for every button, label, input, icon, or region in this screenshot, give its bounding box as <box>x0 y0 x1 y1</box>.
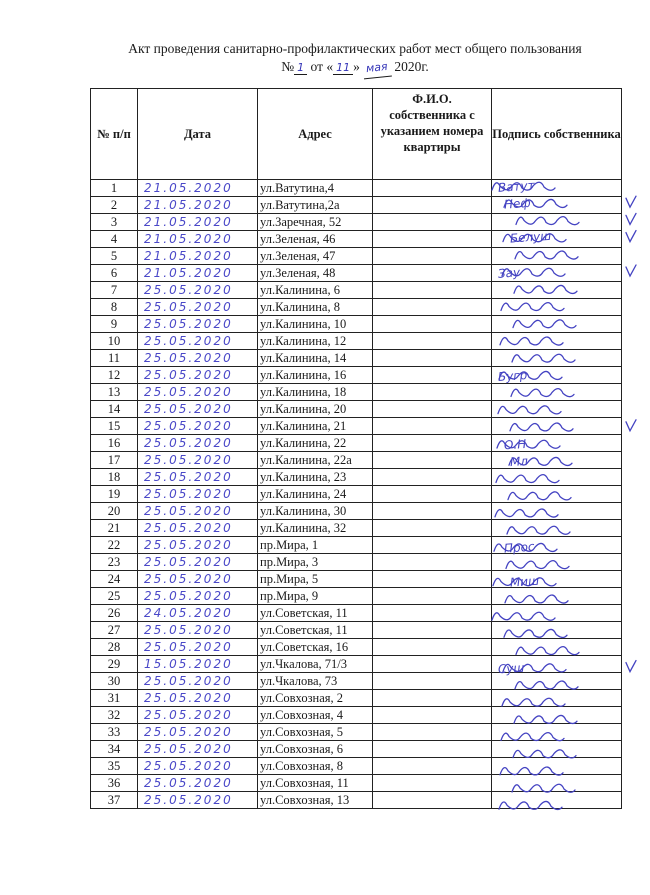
row-number: 29 <box>91 656 138 673</box>
row-signature <box>492 639 622 656</box>
table-row <box>91 639 622 656</box>
row-signature <box>492 554 622 571</box>
row-number: 20 <box>91 503 138 520</box>
row-number: 30 <box>91 673 138 690</box>
check-mark-icon <box>626 420 636 431</box>
row-fio <box>373 452 492 469</box>
row-address: ул.Калинина, 21 <box>258 418 373 435</box>
row-date: 15.05.2020 <box>138 656 258 673</box>
handwritten-fio: Суш <box>497 660 525 677</box>
row-number: 16 <box>91 435 138 452</box>
row-signature <box>492 503 622 520</box>
row-address: пр.Мира, 5 <box>258 571 373 588</box>
row-number: 31 <box>91 690 138 707</box>
row-signature <box>492 690 622 707</box>
row-signature <box>492 316 622 333</box>
row-date: 25.05.2020 <box>138 571 258 588</box>
row-fio <box>373 333 492 350</box>
table-row <box>91 418 622 435</box>
row-signature <box>492 792 622 809</box>
row-number: 14 <box>91 401 138 418</box>
table-row <box>91 231 622 248</box>
row-number: 11 <box>91 350 138 367</box>
row-signature <box>492 724 622 741</box>
row-number: 1 <box>91 180 138 197</box>
row-signature <box>492 486 622 503</box>
row-number: 34 <box>91 741 138 758</box>
handwritten-fio: Зау <box>497 265 521 281</box>
row-fio <box>373 758 492 775</box>
handwritten-fio: Миш <box>509 573 540 590</box>
row-fio <box>373 265 492 282</box>
table-row <box>91 503 622 520</box>
title-line-1: Акт проведения санитарно-профилактических работ мест общего пользования <box>128 41 582 56</box>
table-row <box>91 758 622 775</box>
row-date: 21.05.2020 <box>138 197 258 214</box>
row-number: 5 <box>91 248 138 265</box>
row-signature <box>492 299 622 316</box>
header-signature: Подпись собственника <box>492 89 622 180</box>
row-signature <box>492 537 622 554</box>
row-number: 6 <box>91 265 138 282</box>
check-marks <box>626 196 636 671</box>
header-date: Дата <box>138 89 258 180</box>
table-row <box>91 741 622 758</box>
row-signature <box>492 673 622 690</box>
row-fio <box>373 571 492 588</box>
row-fio <box>373 401 492 418</box>
row-fio <box>373 724 492 741</box>
table-row <box>91 707 622 724</box>
row-date: 25.05.2020 <box>138 537 258 554</box>
check-mark-icon <box>626 213 636 224</box>
row-date: 25.05.2020 <box>138 758 258 775</box>
row-date: 21.05.2020 <box>138 214 258 231</box>
table-row <box>91 554 622 571</box>
row-date: 25.05.2020 <box>138 741 258 758</box>
row-signature <box>492 401 622 418</box>
row-date: 21.05.2020 <box>138 231 258 248</box>
table-row <box>91 214 622 231</box>
table-row <box>91 367 622 384</box>
table-row <box>91 299 622 316</box>
row-signature <box>492 741 622 758</box>
check-mark-icon <box>626 265 636 276</box>
row-fio <box>373 775 492 792</box>
row-fio <box>373 554 492 571</box>
row-number: 25 <box>91 588 138 605</box>
row-address: ул.Совхозная, 6 <box>258 741 373 758</box>
row-number: 32 <box>91 707 138 724</box>
table-row <box>91 571 622 588</box>
row-number: 18 <box>91 469 138 486</box>
row-fio <box>373 673 492 690</box>
row-signature <box>492 656 622 673</box>
row-fio <box>373 350 492 367</box>
table-row <box>91 265 622 282</box>
row-fio <box>373 231 492 248</box>
table-row <box>91 605 622 622</box>
row-address: ул.Калинина, 12 <box>258 333 373 350</box>
table-row <box>91 282 622 299</box>
row-date: 25.05.2020 <box>138 452 258 469</box>
row-number: 12 <box>91 367 138 384</box>
row-number: 33 <box>91 724 138 741</box>
table-header-row <box>91 89 622 180</box>
row-address: ул.Совхозная, 2 <box>258 690 373 707</box>
row-date: 25.05.2020 <box>138 503 258 520</box>
row-address: ул.Зеленая, 47 <box>258 248 373 265</box>
row-date: 25.05.2020 <box>138 401 258 418</box>
row-date: 24.05.2020 <box>138 605 258 622</box>
table-row <box>91 792 622 809</box>
row-fio <box>373 384 492 401</box>
header-fio: Ф.И.О. собственника с указанием номера квартиры <box>373 89 492 180</box>
row-number: 15 <box>91 418 138 435</box>
row-signature <box>492 418 622 435</box>
row-signature <box>492 452 622 469</box>
row-address: ул.Чкалова, 73 <box>258 673 373 690</box>
table-row <box>91 469 622 486</box>
handwritten-fio: Ватут <box>497 178 536 195</box>
row-fio <box>373 180 492 197</box>
row-fio <box>373 282 492 299</box>
row-date: 21.05.2020 <box>138 248 258 265</box>
act-month: мая <box>362 58 391 80</box>
row-fio <box>373 299 492 316</box>
row-address: ул.Совхозная, 11 <box>258 775 373 792</box>
table-row <box>91 435 622 452</box>
row-fio <box>373 520 492 537</box>
row-date: 25.05.2020 <box>138 367 258 384</box>
handwritten-fio: О.Н <box>503 436 527 453</box>
table-row <box>91 248 622 265</box>
row-address: пр.Мира, 3 <box>258 554 373 571</box>
handwritten-fio: Мл <box>509 453 529 470</box>
row-fio <box>373 469 492 486</box>
row-date: 25.05.2020 <box>138 282 258 299</box>
table-row <box>91 520 622 537</box>
row-signature <box>492 248 622 265</box>
row-address: ул.Зеленая, 48 <box>258 265 373 282</box>
check-mark-icon <box>626 231 636 242</box>
table-row <box>91 350 622 367</box>
table-row <box>91 588 622 605</box>
row-number: 21 <box>91 520 138 537</box>
row-number: 10 <box>91 333 138 350</box>
row-date: 25.05.2020 <box>138 316 258 333</box>
row-number: 8 <box>91 299 138 316</box>
row-date: 21.05.2020 <box>138 265 258 282</box>
row-signature <box>492 469 622 486</box>
row-address: ул.Совхозная, 5 <box>258 724 373 741</box>
row-fio <box>373 435 492 452</box>
table-row <box>91 622 622 639</box>
row-address: ул.Ватутина,2а <box>258 197 373 214</box>
row-fio <box>373 639 492 656</box>
row-fio <box>373 197 492 214</box>
row-date: 25.05.2020 <box>138 469 258 486</box>
works-table <box>90 88 622 809</box>
act-number: 1 <box>294 61 307 75</box>
row-date: 25.05.2020 <box>138 724 258 741</box>
row-signature <box>492 707 622 724</box>
row-signature <box>492 180 622 197</box>
act-day: 11 <box>333 61 353 75</box>
table-row <box>91 316 622 333</box>
row-address: ул.Калинина, 6 <box>258 282 373 299</box>
document-title <box>0 40 650 78</box>
row-number: 2 <box>91 197 138 214</box>
row-signature <box>492 350 622 367</box>
row-address: ул.Ватутина,4 <box>258 180 373 197</box>
row-fio <box>373 214 492 231</box>
act-year: 2020г. <box>394 59 429 74</box>
row-number: 22 <box>91 537 138 554</box>
handwritten-fio: Белуш <box>509 228 552 246</box>
row-fio <box>373 588 492 605</box>
row-address: ул.Зеленая, 46 <box>258 231 373 248</box>
row-address: ул.Калинина, 20 <box>258 401 373 418</box>
row-signature <box>492 605 622 622</box>
row-date: 25.05.2020 <box>138 707 258 724</box>
row-signature <box>492 384 622 401</box>
row-number: 35 <box>91 758 138 775</box>
handwritten-fio: Неф <box>503 195 532 212</box>
row-fio <box>373 486 492 503</box>
row-address: ул.Калинина, 8 <box>258 299 373 316</box>
row-signature <box>492 571 622 588</box>
row-date: 25.05.2020 <box>138 690 258 707</box>
row-fio <box>373 656 492 673</box>
row-signature <box>492 520 622 537</box>
row-fio <box>373 367 492 384</box>
row-number: 37 <box>91 792 138 809</box>
row-number: 28 <box>91 639 138 656</box>
row-address: ул.Советская, 16 <box>258 639 373 656</box>
table-row <box>91 384 622 401</box>
header-address: Адрес <box>258 89 373 180</box>
row-date: 25.05.2020 <box>138 554 258 571</box>
row-date: 25.05.2020 <box>138 520 258 537</box>
row-date: 25.05.2020 <box>138 588 258 605</box>
row-address: ул.Чкалова, 71/3 <box>258 656 373 673</box>
table-body <box>91 180 622 809</box>
row-address: ул.Калинина, 23 <box>258 469 373 486</box>
row-date: 25.05.2020 <box>138 622 258 639</box>
row-address: ул.Калинина, 18 <box>258 384 373 401</box>
row-address: ул.Калинина, 14 <box>258 350 373 367</box>
row-fio <box>373 792 492 809</box>
row-date: 25.05.2020 <box>138 350 258 367</box>
row-date: 25.05.2020 <box>138 792 258 809</box>
table-row <box>91 656 622 673</box>
row-fio <box>373 690 492 707</box>
row-number: 24 <box>91 571 138 588</box>
row-fio <box>373 622 492 639</box>
row-address: ул.Калинина, 32 <box>258 520 373 537</box>
table-row <box>91 401 622 418</box>
row-fio <box>373 418 492 435</box>
row-address: ул.Калинина, 22 <box>258 435 373 452</box>
table-row <box>91 673 622 690</box>
row-address: ул.Заречная, 52 <box>258 214 373 231</box>
row-address: ул.Совхозная, 8 <box>258 758 373 775</box>
table-row <box>91 775 622 792</box>
table-row <box>91 452 622 469</box>
row-address: ул.Калинина, 10 <box>258 316 373 333</box>
row-signature <box>492 588 622 605</box>
row-fio <box>373 707 492 724</box>
row-fio <box>373 741 492 758</box>
row-signature <box>492 282 622 299</box>
row-signature <box>492 214 622 231</box>
row-number: 17 <box>91 452 138 469</box>
row-address: ул.Калинина, 24 <box>258 486 373 503</box>
title-line-2 <box>0 58 650 78</box>
row-date: 25.05.2020 <box>138 333 258 350</box>
table-row <box>91 333 622 350</box>
row-address: ул.Совхозная, 13 <box>258 792 373 809</box>
row-number: 9 <box>91 316 138 333</box>
row-date: 25.05.2020 <box>138 486 258 503</box>
table-row <box>91 486 622 503</box>
handwritten-fio: Прос <box>503 539 535 556</box>
row-fio <box>373 248 492 265</box>
row-address: ул.Советская, 11 <box>258 605 373 622</box>
row-signature <box>492 775 622 792</box>
row-signature <box>492 197 622 214</box>
check-mark-icon <box>626 661 636 672</box>
row-date: 25.05.2020 <box>138 384 258 401</box>
table-row <box>91 724 622 741</box>
row-date: 21.05.2020 <box>138 180 258 197</box>
row-signature <box>492 622 622 639</box>
row-address: пр.Мира, 9 <box>258 588 373 605</box>
row-number: 27 <box>91 622 138 639</box>
handwritten-fio: Бугр <box>497 368 528 385</box>
table-row <box>91 690 622 707</box>
table-row <box>91 537 622 554</box>
row-address: ул.Калинина, 22а <box>258 452 373 469</box>
row-number: 36 <box>91 775 138 792</box>
row-signature <box>492 333 622 350</box>
header-num: № п/п <box>91 89 138 180</box>
number-prefix: № <box>281 59 295 74</box>
row-number: 4 <box>91 231 138 248</box>
row-fio <box>373 605 492 622</box>
date-prefix: от « <box>310 59 334 74</box>
table-row <box>91 180 622 197</box>
row-number: 23 <box>91 554 138 571</box>
row-signature <box>492 228 622 248</box>
row-address: ул.Калинина, 30 <box>258 503 373 520</box>
row-date: 25.05.2020 <box>138 435 258 452</box>
row-number: 13 <box>91 384 138 401</box>
check-mark-icon <box>626 196 636 207</box>
row-date: 25.05.2020 <box>138 418 258 435</box>
row-date: 25.05.2020 <box>138 639 258 656</box>
row-address: пр.Мира, 1 <box>258 537 373 554</box>
row-signature <box>492 758 622 775</box>
row-fio <box>373 316 492 333</box>
row-fio <box>373 503 492 520</box>
row-date: 25.05.2020 <box>138 775 258 792</box>
row-fio <box>373 537 492 554</box>
date-close: » <box>353 59 360 74</box>
table-row <box>91 197 622 214</box>
row-number: 26 <box>91 605 138 622</box>
row-signature <box>492 265 622 282</box>
row-address: ул.Советская, 11 <box>258 622 373 639</box>
row-signature <box>492 435 622 452</box>
row-number: 19 <box>91 486 138 503</box>
row-address: ул.Совхозная, 4 <box>258 707 373 724</box>
row-number: 7 <box>91 282 138 299</box>
row-number: 3 <box>91 214 138 231</box>
row-date: 25.05.2020 <box>138 673 258 690</box>
row-signature <box>492 367 622 384</box>
row-address: ул.Калинина, 16 <box>258 367 373 384</box>
row-date: 25.05.2020 <box>138 299 258 316</box>
